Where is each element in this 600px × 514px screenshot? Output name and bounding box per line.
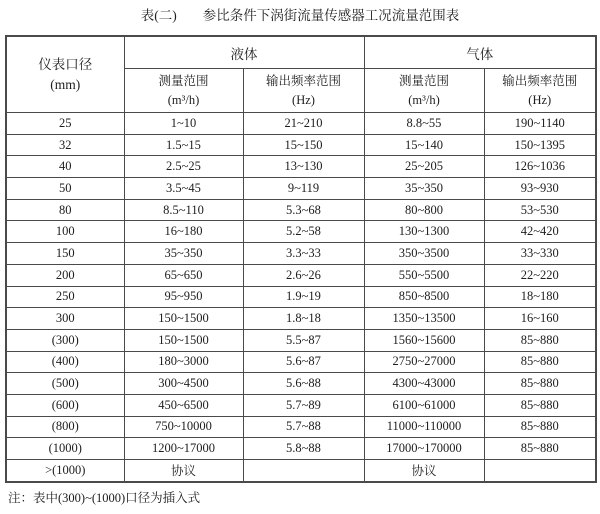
header-liquid-freq-unit: (Hz) (292, 92, 315, 107)
table-row (6, 199, 596, 221)
gas-measure-cell: 4300~43000 (364, 373, 484, 395)
liquid-measure-cell: 300~4500 (124, 373, 243, 395)
diameter-cell: 50 (6, 178, 124, 200)
gas-freq-cell: 85~880 (484, 351, 596, 373)
diameter-cell: 80 (6, 199, 124, 221)
diameter-cell: (300) (6, 329, 124, 351)
gas-measure-cell: 25~205 (364, 156, 484, 178)
header-liquid-freq-label: 输出频率范围 (265, 73, 341, 88)
flow-range-table (5, 35, 597, 483)
gas-measure-cell: 1560~15600 (364, 329, 484, 351)
gas-freq-cell: 85~880 (484, 416, 596, 438)
liquid-freq-cell: 13~130 (243, 156, 364, 178)
gas-freq-cell: 85~880 (484, 329, 596, 351)
liquid-measure-cell: 协议 (124, 460, 243, 482)
gas-freq-cell: 85~880 (484, 373, 596, 395)
header-diameter-label: 仪表口径 (38, 56, 93, 72)
gas-measure-cell: 1350~13500 (364, 308, 484, 330)
gas-freq-cell: 190~1140 (484, 113, 596, 135)
gas-measure-cell: 550~5500 (364, 264, 484, 286)
gas-freq-cell: 33~330 (484, 243, 596, 265)
header-liquid-measure-range (124, 69, 243, 113)
liquid-freq-cell: 3.3~33 (243, 243, 364, 265)
header-liquid-freq-range (243, 69, 364, 113)
diameter-cell: 100 (6, 221, 124, 243)
gas-measure-cell: 130~1300 (364, 221, 484, 243)
table-number: 表(二) (140, 8, 177, 23)
gas-freq-cell: 22~220 (484, 264, 596, 286)
table-row (6, 394, 596, 416)
liquid-measure-cell: 35~350 (124, 243, 243, 265)
gas-freq-cell: 93~930 (484, 178, 596, 200)
diameter-cell: 150 (6, 243, 124, 265)
table-row (6, 113, 596, 135)
liquid-measure-cell: 1200~17000 (124, 438, 243, 460)
diameter-cell: (1000) (6, 438, 124, 460)
gas-freq-cell: 150~1395 (484, 134, 596, 156)
liquid-measure-cell: 65~650 (124, 264, 243, 286)
liquid-measure-cell: 750~10000 (124, 416, 243, 438)
liquid-freq-cell (243, 460, 364, 482)
diameter-cell: 25 (6, 113, 124, 135)
gas-freq-cell: 85~880 (484, 438, 596, 460)
liquid-freq-cell: 5.3~68 (243, 199, 364, 221)
liquid-freq-cell: 21~210 (243, 113, 364, 135)
liquid-measure-cell: 1~10 (124, 113, 243, 135)
table-row (6, 156, 596, 178)
header-group-liquid: 液体 (124, 36, 364, 69)
table-row (6, 134, 596, 156)
diameter-cell: 32 (6, 134, 124, 156)
gas-measure-cell: 350~3500 (364, 243, 484, 265)
header-group-gas: 气体 (364, 36, 596, 69)
header-diameter (6, 36, 124, 113)
diameter-cell: (600) (6, 394, 124, 416)
header-liquid-measure-unit: (m³/h) (167, 92, 200, 107)
header-gas-freq-range (484, 69, 596, 113)
gas-measure-cell: 15~140 (364, 134, 484, 156)
page-title (0, 7, 600, 24)
table-row (6, 221, 596, 243)
table-row (6, 416, 596, 438)
gas-measure-cell: 协议 (364, 460, 484, 482)
table-row (6, 178, 596, 200)
liquid-measure-cell: 16~180 (124, 221, 243, 243)
table-row (6, 286, 596, 308)
liquid-measure-cell: 150~1500 (124, 329, 243, 351)
gas-freq-cell (484, 460, 596, 482)
gas-freq-cell: 53~530 (484, 199, 596, 221)
diameter-cell: 40 (6, 156, 124, 178)
gas-measure-cell: 11000~110000 (364, 416, 484, 438)
diameter-cell: (800) (6, 416, 124, 438)
liquid-freq-cell: 2.6~26 (243, 264, 364, 286)
table-row (6, 308, 596, 330)
liquid-freq-cell: 5.7~88 (243, 416, 364, 438)
gas-freq-cell: 16~160 (484, 308, 596, 330)
gas-freq-cell: 85~880 (484, 394, 596, 416)
liquid-freq-cell: 15~150 (243, 134, 364, 156)
table-row (6, 373, 596, 395)
header-gas-freq-unit: (Hz) (528, 92, 552, 107)
table-caption: 参比条件下涡街流量传感器工况流量范围表 (202, 8, 460, 23)
gas-freq-cell: 42~420 (484, 221, 596, 243)
liquid-freq-cell: 1.9~19 (243, 286, 364, 308)
table-row (6, 351, 596, 373)
liquid-measure-cell: 1.5~15 (124, 134, 243, 156)
diameter-cell: 250 (6, 286, 124, 308)
liquid-freq-cell: 5.2~58 (243, 221, 364, 243)
gas-measure-cell: 8.8~55 (364, 113, 484, 135)
header-gas-measure-label: 测量范围 (398, 73, 449, 88)
gas-freq-cell: 126~1036 (484, 156, 596, 178)
liquid-freq-cell: 1.8~18 (243, 308, 364, 330)
liquid-measure-cell: 2.5~25 (124, 156, 243, 178)
diameter-cell: (400) (6, 351, 124, 373)
gas-measure-cell: 17000~170000 (364, 438, 484, 460)
table-row (6, 329, 596, 351)
liquid-measure-cell: 8.5~110 (124, 199, 243, 221)
liquid-freq-cell: 5.6~87 (243, 351, 364, 373)
diameter-cell: >(1000) (6, 460, 124, 482)
liquid-freq-cell: 5.6~88 (243, 373, 364, 395)
gas-measure-cell: 35~350 (364, 178, 484, 200)
header-gas-measure-range (364, 69, 484, 113)
diameter-cell: (500) (6, 373, 124, 395)
gas-freq-cell: 18~180 (484, 286, 596, 308)
liquid-freq-cell: 5.7~89 (243, 394, 364, 416)
header-gas-measure-unit: (m³/h) (408, 92, 440, 107)
table-row (6, 264, 596, 286)
gas-measure-cell: 80~800 (364, 199, 484, 221)
header-diameter-unit: (mm) (50, 76, 81, 92)
header-liquid-measure-label: 测量范围 (158, 73, 209, 88)
liquid-measure-cell: 150~1500 (124, 308, 243, 330)
diameter-cell: 200 (6, 264, 124, 286)
footnote: 注：表中(300)~(1000)口径为插入式 (8, 490, 201, 505)
liquid-measure-cell: 95~950 (124, 286, 243, 308)
table-row (6, 438, 596, 460)
liquid-freq-cell: 5.8~88 (243, 438, 364, 460)
liquid-freq-cell: 9~119 (243, 178, 364, 200)
gas-measure-cell: 6100~61000 (364, 394, 484, 416)
diameter-cell: 300 (6, 308, 124, 330)
liquid-freq-cell: 5.5~87 (243, 329, 364, 351)
liquid-measure-cell: 3.5~45 (124, 178, 243, 200)
header-gas-freq-label: 输出频率范围 (502, 73, 578, 88)
gas-measure-cell: 2750~27000 (364, 351, 484, 373)
table-row (6, 243, 596, 265)
table-row (6, 460, 596, 482)
liquid-measure-cell: 450~6500 (124, 394, 243, 416)
liquid-measure-cell: 180~3000 (124, 351, 243, 373)
gas-measure-cell: 850~8500 (364, 286, 484, 308)
table-body (6, 113, 596, 482)
